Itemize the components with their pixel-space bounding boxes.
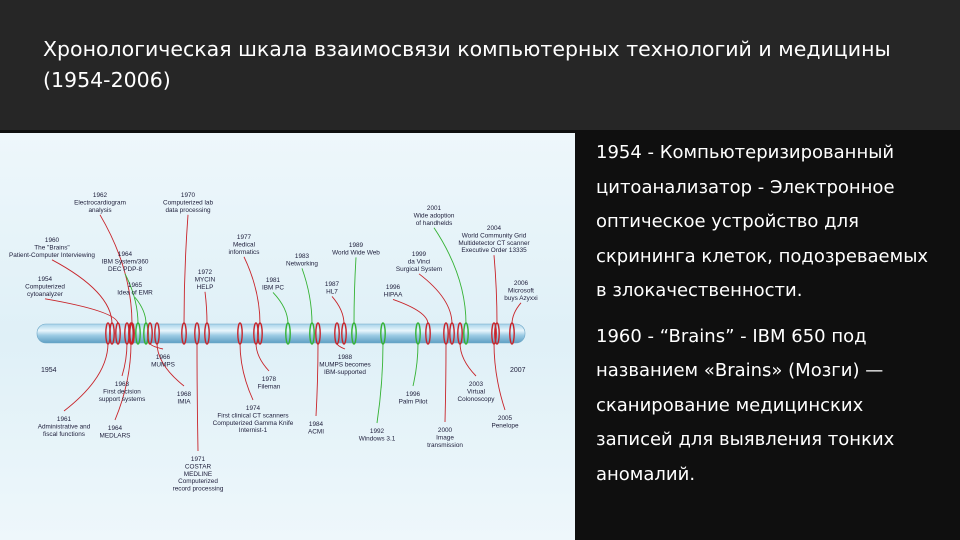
events_above-label-line: 1960 [44, 237, 60, 244]
events_above-label-line: 1987 [324, 281, 340, 288]
events_below-label-line: First decision [103, 388, 141, 396]
events_below-label-line: record processing [172, 485, 224, 493]
events_below-label-line: Colonoscopy [457, 395, 495, 403]
events_below-label-line: Computerized [178, 478, 218, 486]
events_above-label-line: World Community Grid [461, 232, 527, 240]
events_below-label-1984 [308, 421, 324, 435]
events_above-label-line: World Wide Web [332, 249, 380, 257]
events_above-label-line: Microsoft [508, 287, 534, 295]
events_below-label-line: MEDLARS [99, 432, 131, 440]
events_below-label-line: Internist-1 [238, 427, 268, 435]
events_above-label-line: of handhelds [415, 219, 453, 227]
events_above-label-line: cytoanalyzer [27, 290, 63, 298]
events_above-label-line: 1983 [294, 253, 310, 260]
events_below-label-line: 1966 [155, 354, 171, 361]
events_above-label-line: DEC PDP-8 [107, 265, 143, 273]
events_above-label-line: Executive Order 13335 [461, 247, 527, 255]
events_above-label-line: 1954 [37, 276, 53, 283]
events_below-label-line: MEDLINE [183, 470, 213, 478]
events_above-label-line: da Vinci [407, 258, 431, 266]
events_below-label-line: COSTAR [184, 463, 212, 471]
events_below-label-line: 1988 [337, 354, 353, 361]
paragraph-1960: 1960 - “Brains” - IBM 650 под названием «Brains» (Мозги) — сканирование медицинских записей для выявления тонких аномалий. [596, 325, 895, 485]
events_above-label-line: HELP [196, 283, 214, 291]
events_above-label-line: Idea of EMR [117, 289, 153, 297]
events_above-label-line: 1964 [117, 251, 133, 258]
events_below-label-line: MUMPS [151, 361, 175, 369]
slide-title: Хронологическая шкала взаимосвязи компьютерных технологий и медицины (1954-2006) [43, 37, 891, 92]
events_above-label-line: analysis [88, 206, 112, 214]
events_above-label-line: HL7 [326, 288, 338, 296]
events_below-label-line: 1971 [190, 456, 206, 463]
events_below-label-line: 1963 [114, 381, 130, 388]
events_below-label-line: ACMI [308, 428, 324, 436]
events_above-label-line: 1996 [385, 284, 401, 291]
events_above-label-line: Patient-Computer Interviewing [9, 251, 95, 259]
events_below-label-line: Windows 3.1 [358, 435, 396, 443]
events_above-label-line: informatics [228, 248, 260, 256]
events_above-label-line: 1989 [348, 242, 364, 249]
events_below-label-line: 1974 [245, 405, 261, 412]
paragraph-1954: 1954 - Компьютеризированный цитоанализатор - Электронное оптическое устройство для скрининга клеток, подозреваемых в злокачественности. [596, 142, 929, 301]
events_below-label-line: Palm Pilot [398, 398, 428, 406]
events_below-label-line: 1968 [176, 391, 192, 398]
events_above-label-line: Computerized lab [162, 199, 214, 207]
events_below-label-line: Administrative and [37, 423, 91, 431]
events_above-label-line: 1977 [236, 234, 252, 241]
events_below-label-line: Computerized Gamma Knife [212, 419, 294, 427]
timeline-diagram [0, 133, 575, 540]
events_below-label-line: transmission [427, 441, 463, 449]
events_below-label-line: Image [436, 434, 454, 442]
timeline-end-label: 2007 [510, 367, 526, 374]
events_above-label-line: Surgical System [395, 265, 443, 273]
events_below-label-line: 1978 [261, 376, 277, 383]
events_above-label-line: 1962 [92, 192, 108, 199]
events_above-label-line: 2004 [486, 225, 502, 232]
events_below-label-line: 2000 [437, 427, 453, 434]
events_below-label-line: 1992 [369, 428, 385, 435]
events_above-label-line: 1972 [197, 269, 213, 276]
events_above-label-line: Wide adoption [413, 212, 455, 220]
events_above-label-line: 1970 [180, 192, 196, 199]
events_below-label-line: 1996 [405, 391, 421, 398]
events_above-label-line: Electrocardiogram [74, 199, 126, 207]
description-text [596, 136, 941, 503]
events_below-label-line: Penelope [491, 422, 519, 430]
events_above-label-line: Multidetector CT scanner [458, 239, 530, 247]
events_above-label-line: MYCIN [194, 276, 216, 284]
events_above-label-line: 1981 [265, 277, 281, 284]
events_above-label-line: 1999 [411, 251, 427, 258]
events_below-label-1968 [177, 391, 192, 405]
events_above-label-line: Computerized [25, 283, 65, 291]
events_above-label-line: data processing [165, 206, 211, 214]
events_above-label-1987 [325, 281, 340, 295]
events_below-label-line: First clinical CT scanners [217, 412, 289, 420]
events_above-label-line: IBM System/360 [101, 258, 149, 266]
events_above-label-line: buys Azyxxi [504, 294, 538, 302]
events_below-label-line: MUMPS becomes [319, 361, 371, 369]
events_below-label-line: 2005 [497, 415, 513, 422]
timeline-start-label: 1954 [41, 367, 57, 374]
timeline-figure [0, 133, 575, 540]
events_above-label-line: 1965 [127, 282, 143, 289]
events_above-label-line: The "Brains" [34, 244, 70, 252]
events_above-label-line: Networking [286, 260, 318, 268]
events_above-label-line: 2001 [426, 205, 442, 212]
events_below-label-line: 1961 [56, 416, 72, 423]
events_below-label-line: Virtual [467, 388, 485, 396]
events_below-label-line: 2003 [468, 381, 484, 388]
events_below-label-line: fiscal functions [43, 430, 85, 438]
events_above-label-line: IBM PC [261, 284, 285, 292]
events_below-label-line: IMIA [177, 398, 191, 406]
events_above-label-line: 2006 [513, 280, 529, 287]
events_above-label-line: HIPAA [383, 291, 403, 299]
events_below-label-line: support systems [98, 395, 146, 403]
events_below-label-line: 1984 [308, 421, 324, 428]
events_below-label-line: Fileman [257, 383, 281, 391]
events_below-label-line: IBM-supported [324, 368, 366, 376]
events_above-label-line: Medical [232, 241, 256, 249]
events_below-label-line: 1964 [107, 425, 123, 432]
